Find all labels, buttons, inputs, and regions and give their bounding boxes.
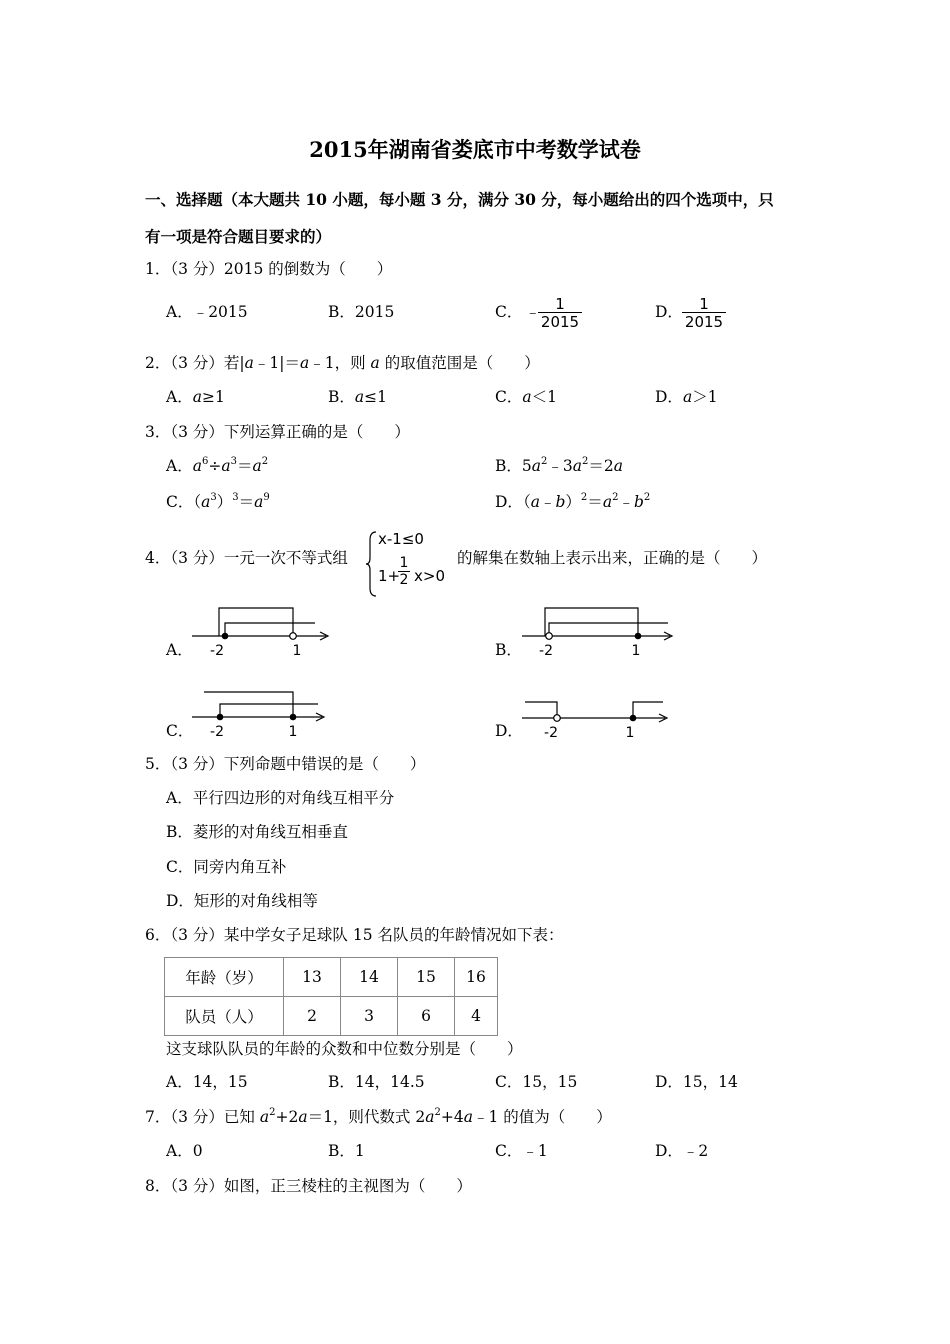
q5-option-c: C．同旁内角互补 — [166, 858, 287, 876]
q1-option-a: A．﹣2015 — [166, 303, 248, 321]
q1-option-b: B．2015 — [328, 303, 395, 321]
svg-text:1: 1 — [631, 643, 641, 659]
brace-icon — [364, 530, 378, 598]
q5-option-b: B．菱形的对角线互相垂直 — [166, 823, 348, 841]
q4-stem-start: 4．（3 分）一元一次不等式组 — [145, 549, 348, 567]
q4-option-d-number-line — [520, 686, 680, 742]
table-cell: 3 — [341, 997, 398, 1036]
q4-option-c-label: C． — [166, 722, 194, 740]
q4-option-d-label: D． — [495, 722, 523, 740]
q6-option-a: A．14，15 — [166, 1073, 248, 1091]
svg-text:-2: -2 — [210, 724, 224, 740]
q3-stem: 3．（3 分）下列运算正确的是（ ） — [145, 423, 410, 441]
svg-text:1: 1 — [288, 724, 298, 740]
q3-option-a: A．$a^6\div a^3=a^2$ — [166, 456, 269, 475]
q7-option-b: B．1 — [328, 1142, 365, 1160]
q4-inequality-2-post: x>0 — [414, 567, 445, 585]
q4-option-b-number-line — [520, 604, 680, 660]
table-cell: 13 — [284, 958, 341, 997]
q6-stem: 6．（3 分）某中学女子足球队 15 名队员的年龄情况如下表： — [145, 926, 564, 944]
q2-option-d: D．a＞1 — [655, 388, 718, 406]
q6-question: 这支球队队员的年龄的众数和中位数分别是（ ） — [166, 1040, 523, 1058]
fraction-numerator: 1 — [555, 295, 565, 313]
fraction-denominator: 2 — [399, 572, 409, 588]
q5-option-a: A．平行四边形的对角线互相平分 — [166, 789, 395, 807]
table-cell: 4 — [455, 997, 498, 1036]
q4-option-b-label: B． — [495, 641, 522, 659]
q4-inequality-2-pre: 1+ — [378, 567, 401, 585]
fraction-numerator: 1 — [699, 295, 709, 313]
fraction-denominator: 2015 — [540, 313, 580, 331]
q2-option-c: C．a＜1 — [495, 388, 557, 406]
q7-option-c: C．﹣1 — [495, 1142, 548, 1160]
q1-option-d-fraction — [682, 296, 726, 331]
q4-option-a-number-line — [190, 604, 335, 660]
q1-option-c-label: C． — [495, 303, 523, 321]
table-cell: 2 — [284, 997, 341, 1036]
q4-option-a-label: A． — [166, 641, 193, 659]
q6-age-table — [164, 957, 498, 1036]
q3-option-c: C．$(a^3)^3=a^9$ — [166, 492, 270, 511]
table-row — [165, 997, 498, 1036]
q2-stem: 2．（3 分）若|a﹣1|＝a﹣1，则 a 的取值范围是（ ） — [145, 354, 540, 372]
svg-text:-2: -2 — [544, 725, 558, 741]
q3-option-b: B．$5a^2﹣3a^2=2a$ — [495, 456, 624, 475]
fraction-numerator: 1 — [399, 555, 409, 571]
q5-stem: 5．（3 分）下列命题中错误的是（ ） — [145, 755, 426, 773]
table-cell: 6 — [398, 997, 455, 1036]
q4-inequality-1: x-1≤0 — [378, 530, 424, 548]
page-title: 2015年湖南省娄底市中考数学试卷 — [309, 137, 641, 162]
q4-inequality-2-fraction — [398, 556, 410, 588]
q1-option-c-sign: ﹣ — [525, 303, 541, 321]
table-header-cell: 队员（人） — [165, 997, 284, 1036]
section-heading-line1: 一、选择题（本大题共 10 小题，每小题 3 分，满分 30 分，每小题给出的四个选项中，只 — [145, 190, 774, 209]
q6-option-b: B．14，14.5 — [328, 1073, 425, 1091]
fraction-denominator: 2015 — [684, 313, 724, 331]
table-cell: 15 — [398, 958, 455, 997]
q2-option-b: B．a≤1 — [328, 388, 387, 406]
q4-option-c-number-line — [190, 686, 335, 742]
q5-option-d: D．矩形的对角线相等 — [166, 892, 318, 910]
q2-option-a: A．a≥1 — [166, 388, 225, 406]
q6-option-c: C．15，15 — [495, 1073, 578, 1091]
section-heading-line2: 有一项是符合题目要求的） — [145, 227, 332, 246]
q7-stem: 7．（3 分）已知 $a^2+2a=1$，则代数式 $2a^2+4a﹣1$ 的值为（ ） — [145, 1107, 612, 1126]
svg-text:-2: -2 — [539, 643, 553, 659]
q1-option-c-fraction — [538, 296, 582, 331]
q1-option-d-label: D． — [655, 303, 683, 321]
q6-option-d: D．15，14 — [655, 1073, 738, 1091]
q7-option-d: D．﹣2 — [655, 1142, 709, 1160]
q4-stem-end: 的解集在数轴上表示出来，正确的是（ ） — [457, 549, 768, 567]
q1-stem: 1．（3 分）2015 的倒数为（ ） — [145, 260, 393, 278]
svg-text:1: 1 — [625, 725, 635, 741]
q7-option-a: A．0 — [166, 1142, 203, 1160]
svg-text:1: 1 — [292, 643, 302, 659]
table-header-cell: 年龄（岁） — [165, 958, 284, 997]
q8-stem: 8．（3 分）如图，正三棱柱的主视图为（ ） — [145, 1177, 472, 1195]
svg-text:-2: -2 — [210, 643, 224, 659]
table-cell: 16 — [455, 958, 498, 997]
q3-option-d: D．$(a﹣b)^2=a^2﹣b^2$ — [495, 492, 651, 511]
table-row — [165, 958, 498, 997]
table-cell: 14 — [341, 958, 398, 997]
